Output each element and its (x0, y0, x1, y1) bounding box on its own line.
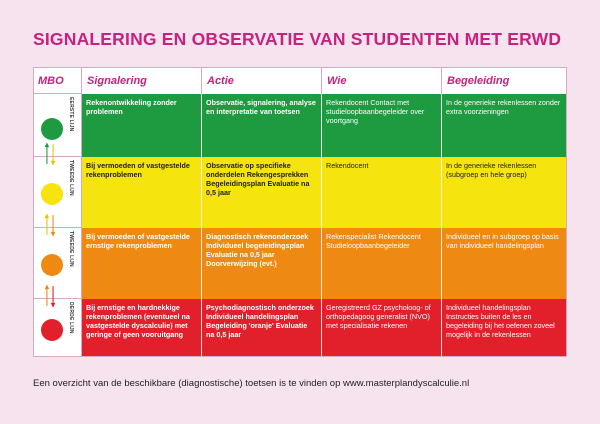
row-tweede-lijn-1 (34, 157, 566, 228)
wie-cell: Rekenspecialist Rekendocent Studieloopbaanbegeleider (322, 228, 442, 299)
up-down-arrows-icon (38, 212, 62, 238)
begeleiding-cell: Individueel en in subgroep op basis van individueel handelingsplan (442, 228, 566, 299)
yellow-dot-icon (41, 183, 63, 205)
row-tweede-lijn-2 (34, 228, 566, 299)
actie-cell: Observatie op specifieke onderdelen Rekengesprekken Begeleidingsplan Evaluatie na 0,5 jaar (202, 157, 322, 228)
header-mbo: MBO (34, 68, 82, 94)
wie-cell: Geregistreerd GZ psycholoog- of orthopedagoog generalist (NVO) met specialisatie rekenen (322, 299, 442, 356)
actie-cell: Psychodiagnostisch onderzoek Individueel handelingsplan Begeleiding 'oranje' Evaluatie na 0,5 jaar (202, 299, 322, 356)
actie-cell: Observatie, signalering, analyse en interpretatie van toetsen (202, 94, 322, 157)
red-dot-icon (41, 319, 63, 341)
wie-cell: Rekendocent (322, 157, 442, 228)
footer-note: Een overzicht van de beschikbare (diagnostische) toetsen is te vinden op www.masterplandyscalculie.nl (33, 378, 470, 389)
signalering-cell: Bij vermoeden of vastgestelde ernstige rekenproblemen (82, 228, 202, 299)
signalering-cell: Rekenontwikkeling zonder problemen (82, 94, 202, 157)
line-label: TWEEDE LIJN (68, 231, 74, 267)
begeleiding-cell: In de generieke rekenlessen zonder extra voorzieningen (442, 94, 566, 157)
header-wie: Wie (322, 68, 442, 94)
row-derde-lijn (34, 299, 566, 356)
up-down-arrows-icon (38, 283, 62, 309)
green-dot-icon (41, 118, 63, 140)
orange-dot-icon (41, 254, 63, 276)
signalering-cell: Bij vermoeden of vastgestelde rekenproblemen (82, 157, 202, 228)
header-actie: Actie (202, 68, 322, 94)
actie-cell: Diagnostisch rekenonderzoek Individueel begeleidingsplan Evaluatie na 0,5 jaar Doorverwijzing (evt.) (202, 228, 322, 299)
begeleiding-cell: Individueel handelingsplan Instructies buiten de les en begeleiding bij het oefenen zoveel mogelijk in de rekenlessen (442, 299, 566, 356)
page-title: SIGNALERING EN OBSERVATIE VAN STUDENTEN MET ERWD (33, 29, 562, 49)
header-signalering: Signalering (82, 68, 202, 94)
signalering-cell: Bij ernstige en hardnekkige rekenproblemen (eventueel na vastgestelde dyscalculie) met geringe of geen vooruitgang (82, 299, 202, 356)
overview-table (33, 67, 567, 357)
up-down-arrows-icon (38, 141, 62, 167)
wie-cell: Rekendocent Contact met studieloopbaanbegeleider over voortgang (322, 94, 442, 157)
line-label: EERSTE LIJN (68, 97, 74, 132)
row-eerste-lijn (34, 94, 566, 157)
header-begeleiding: Begeleiding (447, 75, 510, 87)
line-label: TWEEDE LIJN (68, 160, 74, 196)
begeleiding-cell: In de generieke rekenlessen (subgroep en hele groep) (442, 157, 566, 228)
mbo-cell (34, 299, 82, 356)
line-label: DERDE LIJN (68, 302, 74, 334)
